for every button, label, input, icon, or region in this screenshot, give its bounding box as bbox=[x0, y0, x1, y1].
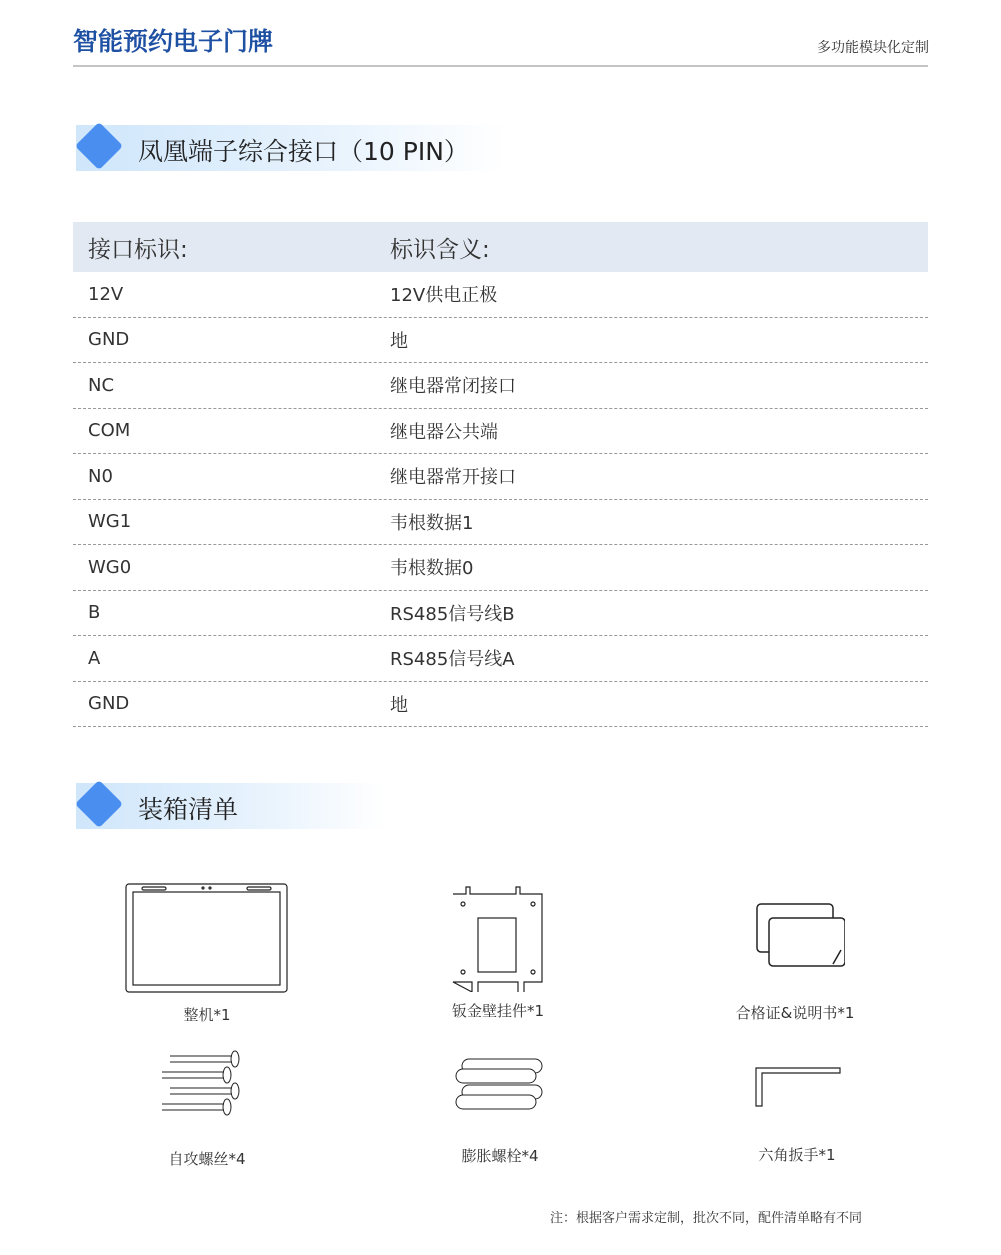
table-row bbox=[73, 636, 928, 682]
packing-item bbox=[687, 1066, 907, 1165]
pin-label: B bbox=[88, 602, 101, 624]
footnote: 注：根据客户需求定制，批次不同，配件清单略有不同 bbox=[549, 1211, 862, 1226]
pin-meaning: 韦根数据0 bbox=[390, 558, 474, 580]
packing-item bbox=[97, 882, 317, 1025]
pin-label: A bbox=[88, 647, 101, 669]
pin-label: N0 bbox=[88, 465, 113, 487]
table-row bbox=[73, 682, 928, 728]
header-divider bbox=[73, 65, 928, 67]
section-header-interface bbox=[76, 125, 506, 171]
item-label: 六角扳手*1 bbox=[758, 1146, 836, 1164]
section-title: 装箱清单 bbox=[138, 795, 239, 824]
table-row bbox=[73, 363, 928, 409]
pin-label: WG0 bbox=[88, 556, 132, 578]
column-header: 接口标识: bbox=[88, 236, 188, 263]
diamond-icon bbox=[75, 780, 123, 828]
table-header bbox=[73, 222, 928, 272]
pin-label: GND bbox=[88, 329, 130, 351]
page-title: 智能预约电子门牌 bbox=[73, 27, 274, 56]
screws-icon bbox=[162, 1048, 252, 1118]
device-icon bbox=[124, 882, 290, 996]
item-label: 合格证&说明书*1 bbox=[735, 1004, 855, 1022]
table-row bbox=[73, 454, 928, 500]
pin-meaning: RS485信号线B bbox=[390, 603, 515, 625]
anchors-icon bbox=[452, 1055, 548, 1115]
table-row bbox=[73, 591, 928, 637]
pin-meaning: 地 bbox=[390, 330, 408, 352]
pin-label: NC bbox=[88, 374, 115, 396]
pin-table bbox=[73, 222, 928, 727]
packing-item bbox=[388, 884, 608, 1021]
item-label: 自攻螺丝*4 bbox=[168, 1150, 246, 1168]
table-row bbox=[73, 500, 928, 546]
page-subtitle: 多功能模块化定制 bbox=[817, 40, 929, 56]
pin-meaning: 继电器常开接口 bbox=[390, 467, 516, 489]
table-row bbox=[73, 409, 928, 455]
pin-meaning: 韦根数据1 bbox=[390, 512, 474, 534]
pin-meaning: 继电器常闭接口 bbox=[390, 376, 516, 398]
table-row bbox=[73, 545, 928, 591]
pin-label: 12V bbox=[88, 283, 124, 305]
bracket-icon bbox=[448, 884, 548, 992]
hex-key-icon bbox=[752, 1066, 842, 1110]
item-label: 整机*1 bbox=[183, 1006, 231, 1024]
table-row bbox=[73, 272, 928, 318]
cards-icon bbox=[745, 900, 845, 994]
item-label: 膨胀螺栓*4 bbox=[461, 1147, 539, 1165]
pin-label: COM bbox=[88, 420, 131, 442]
column-header: 标识含义: bbox=[390, 236, 490, 263]
pin-meaning: RS485信号线A bbox=[390, 649, 515, 671]
table-row bbox=[73, 318, 928, 364]
item-label: 钣金壁挂件*1 bbox=[451, 1002, 545, 1020]
section-header-packing bbox=[76, 783, 386, 829]
pin-label: GND bbox=[88, 693, 130, 715]
pin-meaning: 继电器公共端 bbox=[390, 421, 498, 443]
packing-item bbox=[97, 1048, 317, 1169]
pin-meaning: 地 bbox=[390, 694, 408, 716]
packing-item bbox=[390, 1055, 610, 1166]
packing-item bbox=[685, 900, 905, 1023]
pin-label: WG1 bbox=[88, 511, 132, 533]
section-title: 凤凰端子综合接口（10 PIN） bbox=[138, 137, 469, 166]
diamond-icon bbox=[75, 122, 123, 170]
pin-meaning: 12V供电正极 bbox=[390, 285, 498, 307]
